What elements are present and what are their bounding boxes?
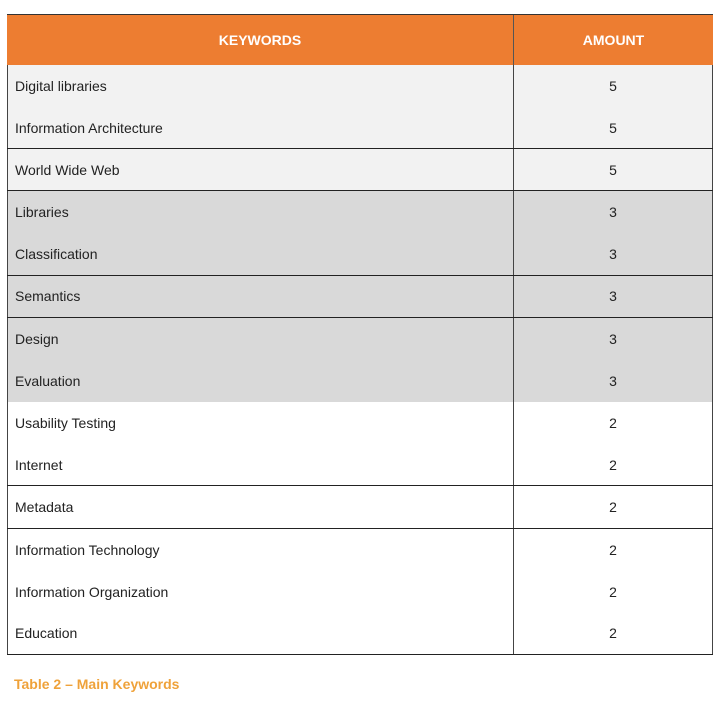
table-row <box>7 529 713 571</box>
keyword-cell: Semantics <box>7 276 513 317</box>
keyword-cell: Digital libraries <box>7 65 513 107</box>
amount-cell: 2 <box>513 571 713 613</box>
table-row <box>7 486 713 528</box>
amount-cell: 3 <box>513 191 713 233</box>
keyword-cell: Classification <box>7 234 513 275</box>
table-row <box>7 149 713 191</box>
table-header-row <box>7 14 713 65</box>
amount-cell: 3 <box>513 360 713 402</box>
table-row <box>7 191 713 233</box>
table-row <box>7 318 713 360</box>
table-row <box>7 444 713 486</box>
table-row <box>7 107 713 149</box>
keyword-cell: Information Technology <box>7 529 513 571</box>
header-keywords: KEYWORDS <box>218 32 302 48</box>
keyword-cell: Information Organization <box>7 571 513 613</box>
table-row <box>7 613 713 655</box>
keyword-cell: World Wide Web <box>7 149 513 190</box>
keyword-cell: Internet <box>7 444 513 485</box>
amount-cell: 3 <box>513 318 713 360</box>
table-row <box>7 360 713 402</box>
keywords-table <box>7 14 713 655</box>
amount-cell: 2 <box>513 486 713 527</box>
table-row <box>7 402 713 444</box>
table-row <box>7 571 713 613</box>
amount-cell: 3 <box>513 276 713 317</box>
amount-cell: 5 <box>513 65 713 107</box>
table-row <box>7 65 713 107</box>
header-amount: AMOUNT <box>513 15 713 65</box>
amount-cell: 2 <box>513 613 713 654</box>
amount-cell: 5 <box>513 107 713 148</box>
table-row <box>7 234 713 276</box>
keyword-cell: Information Architecture <box>7 107 513 148</box>
table-caption: Table 2 – Main Keywords <box>14 676 180 692</box>
amount-cell: 2 <box>513 402 713 444</box>
keyword-cell: Evaluation <box>7 360 513 402</box>
keyword-cell: Usability Testing <box>7 402 513 444</box>
keyword-cell: Education <box>7 613 513 654</box>
amount-cell: 5 <box>513 149 713 190</box>
keyword-cell: Design <box>7 318 513 360</box>
amount-cell: 3 <box>513 234 713 275</box>
keyword-cell: Libraries <box>7 191 513 233</box>
table-row <box>7 276 713 318</box>
amount-cell: 2 <box>513 529 713 571</box>
amount-cell: 2 <box>513 444 713 485</box>
keyword-cell: Metadata <box>7 486 513 527</box>
